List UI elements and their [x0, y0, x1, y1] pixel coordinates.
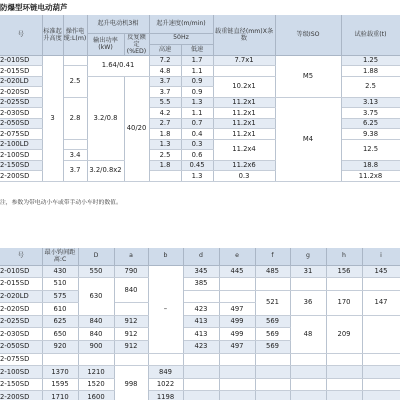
- cell-d: 1520: [78, 378, 114, 391]
- cell-dd: 423: [183, 341, 219, 354]
- cell-high: 3.7: [149, 76, 181, 87]
- cell-d: 1600: [78, 391, 114, 400]
- cell-test: 18.8: [341, 160, 400, 171]
- cell-high: 5.5: [149, 97, 181, 108]
- hdr-freq: 50Hz: [149, 33, 213, 44]
- cell-power: 3.2/0.8: [87, 76, 124, 160]
- cell-g: 36: [290, 290, 326, 315]
- cell-i: [362, 353, 400, 366]
- cell-f: 569: [255, 328, 290, 341]
- cell-e: 499: [219, 315, 255, 328]
- cell-model: 2-150SD: [0, 378, 42, 391]
- cell-a: 840: [114, 278, 148, 303]
- cell-model: 2-050SD: [0, 341, 42, 354]
- cell-model: 2-020SD: [0, 303, 42, 316]
- cell-chain: 11.2x1: [213, 108, 275, 119]
- hdr-test: 试验载重(t): [341, 15, 400, 55]
- cell-test: 3.75: [341, 108, 400, 119]
- cell-model: 2-075SD: [0, 353, 42, 366]
- cell-dd: [183, 353, 219, 366]
- dim-hdr-dd: d: [183, 248, 219, 265]
- cell-model: 2-075SD: [0, 129, 42, 140]
- cell-test: 1.25: [341, 55, 400, 66]
- cell-c: 1710: [42, 391, 78, 400]
- dim-hdr-e: e: [219, 248, 255, 265]
- hdr-model: 号: [0, 15, 42, 55]
- table-row: [0, 265, 400, 278]
- cell-model: 2-030SD: [0, 328, 42, 341]
- hdr-power: 输出功率(kW): [87, 33, 124, 55]
- page-title: 防爆型环链电动葫芦: [0, 3, 68, 12]
- cell-g: 31: [290, 265, 326, 278]
- cell-chain: 11.2x4: [213, 139, 275, 160]
- cell-high: 3.7: [149, 87, 181, 98]
- cell-d: 840: [78, 328, 114, 341]
- cell-i: 145: [362, 265, 400, 278]
- cell-low: 0.4: [181, 129, 213, 140]
- cell-h: [326, 353, 362, 366]
- hdr-speed: 起升速度(m/min): [149, 15, 213, 33]
- cell-g: [290, 353, 326, 366]
- cell-low: 1.3: [181, 97, 213, 108]
- cell-test: 9.38: [341, 129, 400, 140]
- cell-chain: 11.2x1: [213, 97, 275, 108]
- cell-model: 2-015SD: [0, 278, 42, 291]
- cell-dd: 345: [183, 265, 219, 278]
- dim-hdr-d: D: [78, 248, 114, 265]
- cell-model: 2-100LD: [0, 139, 42, 150]
- dim-hdr-h: h: [326, 248, 362, 265]
- cell-a: 912: [114, 315, 148, 328]
- table-row: [0, 55, 400, 66]
- cell-low: 1.7: [181, 55, 213, 66]
- hdr-cable: 操作电缆:L(m): [63, 15, 87, 55]
- cell-low: 0.7: [181, 118, 213, 129]
- dim-hdr-g: g: [290, 248, 326, 265]
- cell-cable: 3.4: [63, 150, 87, 161]
- cell-b: 1198: [148, 391, 183, 400]
- cell-model: 2-050SD: [0, 118, 42, 129]
- cell-f: 521: [255, 290, 290, 315]
- cell-model: 2-010SD: [0, 265, 42, 278]
- cell-b: [148, 353, 183, 366]
- cell-model: 2-100SD: [0, 150, 42, 161]
- spec-table: [0, 15, 400, 182]
- hdr-std-lift: 标准起升高度: [42, 15, 63, 55]
- table-row: [0, 278, 400, 291]
- cell-dd: 385: [183, 278, 219, 291]
- cell-model: 2-200SD: [0, 171, 42, 182]
- cell-power: 3.2/0.8x2: [87, 160, 124, 181]
- cell-model: 2-020LD: [0, 290, 42, 303]
- cell-a: 912: [114, 328, 148, 341]
- cell-h: 209: [326, 315, 362, 353]
- cell-d: 550: [78, 265, 114, 278]
- table-row: [0, 290, 400, 303]
- cell-high: 4.2: [149, 108, 181, 119]
- cell-low: 0.9: [181, 76, 213, 87]
- cell-low: 0.3: [181, 139, 213, 150]
- cell-chain: 10.2x1: [213, 76, 275, 97]
- cell-low: 1.1: [181, 66, 213, 77]
- cell-i: 147: [362, 290, 400, 315]
- cell-c: [42, 353, 78, 366]
- cell-dd: 413: [183, 315, 219, 328]
- cell-c: 575: [42, 290, 78, 303]
- cell-std-lift: 3: [42, 55, 63, 181]
- cell-chain: 11.2x6: [213, 160, 275, 171]
- cell-high: 2.5: [149, 150, 181, 161]
- cell-model: 2-015SD: [0, 66, 42, 77]
- cell-a: 790: [114, 265, 148, 278]
- cell-duty: 40/20: [124, 76, 149, 181]
- hdr-chain: 载重链直径(mm)X条数: [213, 15, 275, 55]
- cell-test: 6.25: [341, 118, 400, 129]
- cell-cable: 3.7: [63, 160, 87, 181]
- cell-chain: [213, 66, 275, 77]
- cell-low: 0.9: [181, 87, 213, 98]
- cell-b: 1022: [148, 378, 183, 391]
- cell-model: 2-025SD: [0, 97, 42, 108]
- cell-h: 170: [326, 290, 362, 315]
- cell-e: 445: [219, 265, 255, 278]
- dim-hdr-a: a: [114, 248, 148, 265]
- cell-dd: 413: [183, 328, 219, 341]
- cell-high: 1.3: [181, 171, 213, 182]
- hdr-motor: 起升电动机3相: [87, 15, 149, 33]
- cell-test: 1.88: [341, 66, 400, 77]
- cell-test: 12.5: [341, 139, 400, 160]
- cell-low: 1.1: [181, 108, 213, 119]
- cell-e: [219, 353, 255, 366]
- table-row: [0, 315, 400, 328]
- cell-e: 499: [219, 328, 255, 341]
- cell-high: 1.8: [149, 160, 181, 171]
- table-row: [0, 353, 400, 366]
- footnote: 注，参数为带电动小车或带手动小车时的数值。: [0, 200, 122, 206]
- cell-grade: M4: [275, 97, 341, 181]
- cell-high: 2.7: [149, 118, 181, 129]
- cell-chain: 7.7x1: [213, 55, 275, 66]
- hdr-grade: 等级ISO: [275, 15, 341, 55]
- cell-model: 2-025SD: [0, 315, 42, 328]
- dim-hdr-model: 号: [0, 248, 42, 265]
- cell-low: 0.6: [181, 150, 213, 161]
- cell-chain: 11.2x1: [213, 118, 275, 129]
- cell-c: 430: [42, 265, 78, 278]
- cell-cable: 2.5: [63, 66, 87, 98]
- cell-model: 2-020SD: [0, 87, 42, 98]
- hdr-duty: 反复额定(%ED): [124, 33, 149, 55]
- cell-c: 610: [42, 303, 78, 316]
- cell-f: 569: [255, 315, 290, 328]
- cell-high: 1.8: [149, 129, 181, 140]
- hdr-low: 低速: [181, 44, 213, 55]
- cell-d: 1210: [78, 366, 114, 379]
- cell-model: 2-200SD: [0, 391, 42, 400]
- cell-c: 920: [42, 341, 78, 354]
- cell-b: 849: [148, 366, 183, 379]
- cell-d: 900: [78, 341, 114, 354]
- cell-model: 2-030SD: [0, 108, 42, 119]
- cell-c: 650: [42, 328, 78, 341]
- cell-low: 0.45: [181, 160, 213, 171]
- cell-model: 2-020LD: [0, 76, 42, 87]
- cell-model: 2-100SD: [0, 366, 42, 379]
- cell-test: 3.13: [341, 97, 400, 108]
- dim-hdr-f: f: [255, 248, 290, 265]
- cell-model: 2-010SD: [0, 55, 42, 66]
- cell-high: 7.2: [149, 55, 181, 66]
- cell-cable: 2.8: [63, 97, 87, 139]
- table-row: [0, 366, 400, 379]
- cell-a: 912: [114, 341, 148, 354]
- cell-test: 2.5: [341, 76, 400, 97]
- cell-grade: M5: [275, 55, 341, 97]
- cell-dd: 423: [183, 303, 219, 316]
- cell-c: 625: [42, 315, 78, 328]
- dim-hdr-b: b: [148, 248, 183, 265]
- cell-c: 510: [42, 278, 78, 291]
- cell-g: 48: [290, 315, 326, 353]
- cell-c: 1595: [42, 378, 78, 391]
- cell-low: 0.3: [213, 171, 275, 182]
- cell-c: 1370: [42, 366, 78, 379]
- hdr-high: 高速: [149, 44, 181, 55]
- cell-chain: 11.2x1: [213, 129, 275, 140]
- cell-power: 1.64/0.41: [87, 55, 149, 76]
- cell-high: 4.8: [149, 66, 181, 77]
- dimension-table: [0, 248, 400, 400]
- cell-d: 630: [78, 278, 114, 316]
- table-row: [0, 378, 400, 391]
- cell-f: 569: [255, 341, 290, 354]
- table-row: [0, 391, 400, 400]
- cell-f: [255, 353, 290, 366]
- cell-f: 485: [255, 265, 290, 278]
- cell-b: –: [148, 265, 183, 353]
- cell-model: 2-150SD: [0, 160, 42, 171]
- cell-e: 497: [219, 303, 255, 316]
- cell-d: [78, 353, 114, 366]
- cell-high: 1.3: [149, 139, 181, 150]
- cell-chain: 11.2x8: [341, 171, 400, 182]
- cell-a: [114, 353, 148, 366]
- dim-hdr-i: i: [362, 248, 400, 265]
- cell-d: 840: [78, 315, 114, 328]
- dim-hdr-c: 最小钩间距离:C: [42, 248, 78, 265]
- cell-h: 156: [326, 265, 362, 278]
- cell-a: 998: [114, 366, 148, 400]
- cell-e: 497: [219, 341, 255, 354]
